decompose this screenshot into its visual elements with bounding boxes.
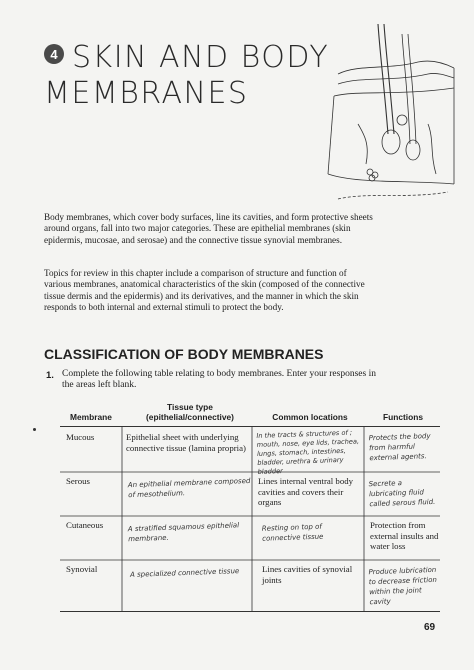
tissue-type-cell: Epithelial sheet with underlying connective tissue (lamina propria) (126, 432, 246, 453)
chapter-title-line2: MEMBRANES (44, 76, 249, 111)
margin-dot (33, 428, 36, 431)
locations-cell: Lines internal ventral body cavities and covers their organs (258, 476, 354, 507)
functions-cell-handwritten: Secrete a lubricating fluid called serous fluid. (368, 479, 436, 509)
tissue-type-cell-handwritten: A specialized connective tissue (129, 567, 240, 579)
membrane-name: Cutaneous (66, 520, 104, 530)
column-header-tissue-type-line2: (epithelial/connective) (146, 412, 234, 422)
column-header-tissue-type-line1: Tissue type (167, 402, 213, 412)
functions-cell: Protection from external insults and water loss (370, 520, 439, 551)
page-number: 69 (424, 622, 436, 633)
intro-paragraph-1: Body membranes, which cover body surfaces, line its cavities, and form protective sheets around organs, fall into two major categories. These are epithelial membranes (skin epidermis, mucosae, and serosae) and the connective tissue synovial membranes. (44, 212, 373, 245)
functions-cell-handwritten: Produce lubrication to decrease friction within the joint cavity (368, 565, 438, 607)
skin-cross-section-icon (318, 24, 458, 214)
functions-cell-handwritten: Protects the body from harmful external agents. (368, 432, 431, 463)
tissue-type-cell-handwritten: An epithelial membrane composed of mesothelium. (127, 476, 251, 500)
column-header-membrane: Membrane (70, 412, 112, 422)
membrane-name: Synovial (66, 564, 98, 574)
chapter-number-badge: 4 (44, 44, 64, 64)
chapter-title-line1: SKIN AND BODY (72, 40, 330, 75)
column-header-locations: Common locations (272, 412, 348, 422)
column-header-functions: Functions (382, 412, 423, 422)
column-header-tissue-type (124, 402, 256, 422)
question-number: 1. (46, 370, 54, 381)
locations-cell-handwritten: Resting on top of connective tissue (261, 522, 324, 543)
question-text: Complete the following table relating to body membranes. Enter your responses in the areas left blank. (62, 369, 376, 390)
membrane-name: Serous (66, 476, 90, 486)
tissue-type-cell-handwritten: A stratified squamous epithelial membrane. (127, 521, 240, 544)
locations-cell: Lines cavities of synovial joints (262, 564, 353, 585)
membrane-name: Mucous (66, 432, 95, 442)
intro-paragraph-2: Topics for review in this chapter include a comparison of structure and function of various membranes, anatomical characteristics of the skin (composed of the connective tissue dermis and the epidermis) and its derivatives, and the manner in which the skin responds to both internal and external stimuli to protect the body. (44, 268, 365, 313)
section-heading: CLASSIFICATION OF BODY MEMBRANES (44, 346, 324, 362)
locations-cell-handwritten: In the tracts & structures of ; mouth, nose, eye lids, trachea, lungs, stomach, intestines, bladder, urethra & urinary bladder (256, 428, 360, 476)
